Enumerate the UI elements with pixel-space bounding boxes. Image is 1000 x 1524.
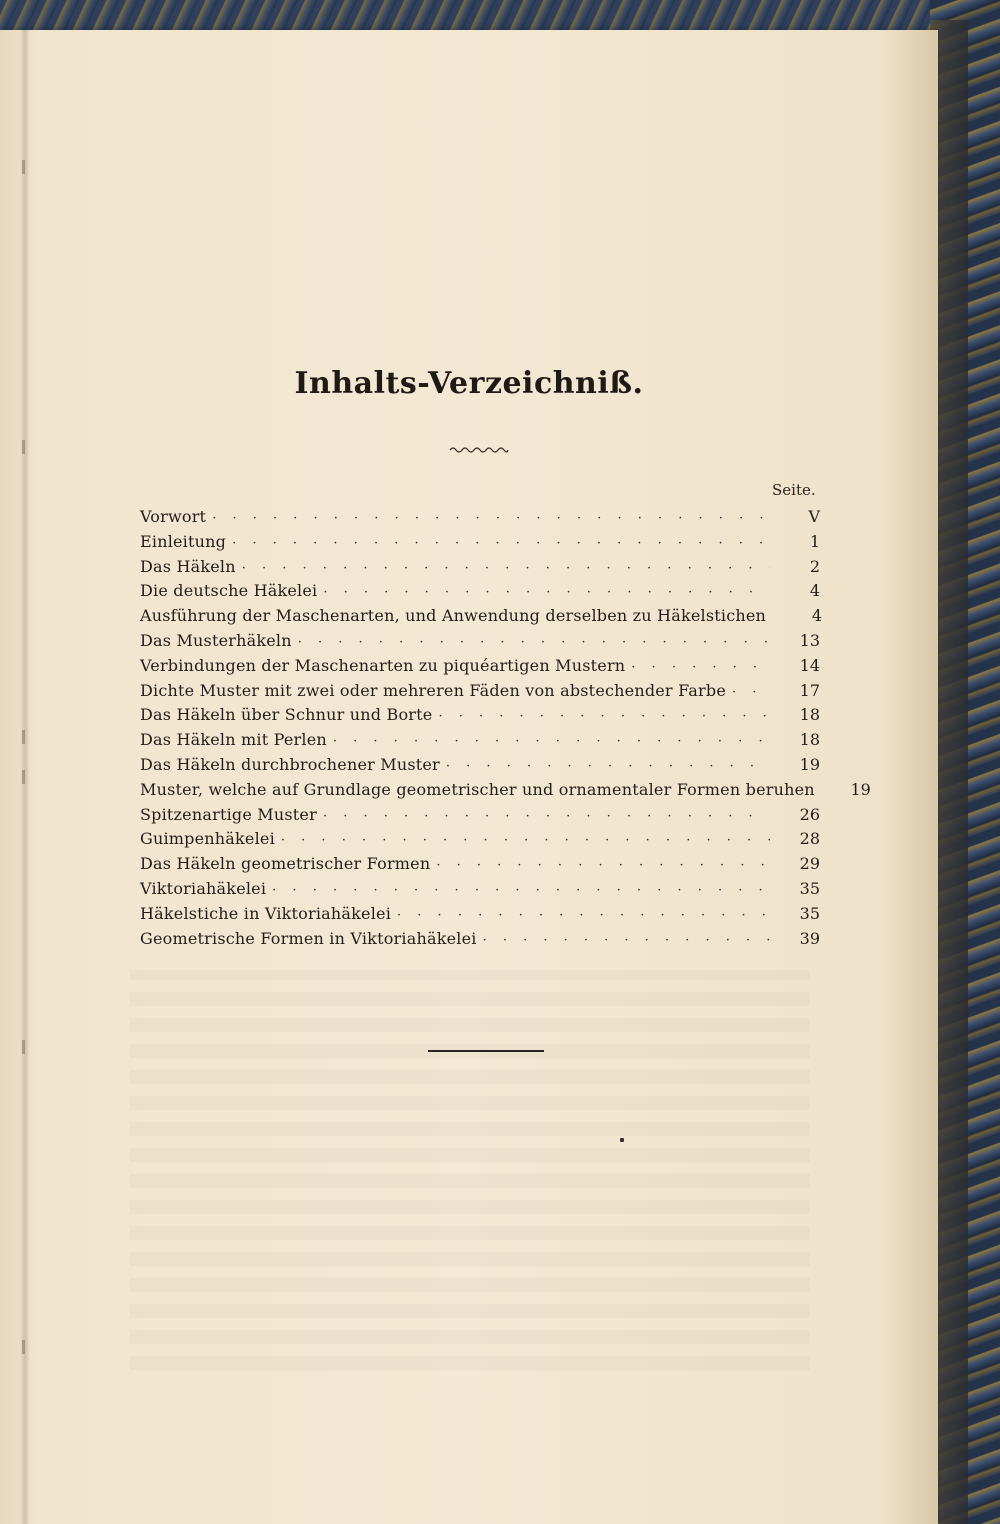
toc-entry-title: Häkelstiche in Viktoriahäkelei xyxy=(140,903,392,923)
toc-entry-title: Muster, welche auf Grundlage geometrischer und ornamentaler Formen beruhen xyxy=(140,779,815,799)
toc-leader-dots xyxy=(631,660,770,675)
toc-leader-dots xyxy=(281,833,770,848)
toc-entry xyxy=(140,507,830,532)
toc-entry-page: 19 xyxy=(850,779,871,799)
toc-entry-page: 1 xyxy=(809,531,820,551)
toc-entry-page: 4 xyxy=(811,606,823,626)
toc-entry-title: Guimpenhäkelei xyxy=(140,829,275,849)
toc-entry-title: Dichte Muster mit zwei oder mehreren Fäden von abstechender Farbe xyxy=(140,680,726,700)
toc-entry-page: 26 xyxy=(799,804,820,824)
table-of-contents xyxy=(140,507,871,953)
toc-leader-dots xyxy=(436,858,770,873)
toc-entry-title: Das Musterhäkeln xyxy=(140,630,292,650)
toc-entry xyxy=(140,557,830,582)
toc-entry-title: Das Häkeln mit Perlen xyxy=(140,730,327,750)
page-column-label: Seite. xyxy=(772,481,816,499)
toc-entry xyxy=(140,606,830,631)
toc-entry-page: 17 xyxy=(799,680,820,700)
toc-entry-title: Verbindungen der Maschenarten zu piquéartigen Mustern xyxy=(140,655,626,675)
paper-speck xyxy=(620,1138,624,1142)
toc-entry-title: Das Häkeln xyxy=(140,556,236,576)
toc-entry-title: Das Häkeln durchbrochener Muster xyxy=(140,754,440,774)
toc-leader-dots xyxy=(438,709,770,724)
show-through-text xyxy=(130,970,810,1370)
wave-ornament-icon xyxy=(449,444,509,456)
toc-entry-title: Ausführung der Maschenarten, und Anwendung derselben zu Häkelstichen xyxy=(140,606,767,626)
toc-entry xyxy=(140,631,830,656)
toc-entry xyxy=(140,755,830,780)
toc-entry xyxy=(140,532,830,557)
toc-leader-dots xyxy=(232,536,770,551)
toc-entry xyxy=(140,904,830,929)
toc-entry-title: Geometrische Formen in Viktoriahäkelei xyxy=(140,928,477,948)
toc-entry-page: 4 xyxy=(809,581,820,601)
toc-leader-dots xyxy=(333,734,770,749)
toc-entry-page: 19 xyxy=(799,754,820,774)
toc-entry-page: 29 xyxy=(799,854,820,874)
toc-entry-title: Vorwort xyxy=(140,507,207,526)
closing-rule xyxy=(428,1050,544,1052)
toc-entry xyxy=(140,730,830,755)
toc-entry-title: Die deutsche Häkelei xyxy=(140,581,318,601)
toc-entry-page: 39 xyxy=(799,928,820,948)
toc-entry-title: Viktoriahäkelei xyxy=(140,878,267,898)
toc-entry xyxy=(140,929,830,954)
toc-leader-dots xyxy=(323,809,770,824)
toc-entry xyxy=(140,879,830,904)
toc-leader-dots xyxy=(732,685,770,700)
toc-entry-page: 35 xyxy=(799,878,820,898)
toc-leader-dots xyxy=(397,908,770,923)
toc-entry-page: 18 xyxy=(799,730,820,750)
toc-leader-dots xyxy=(446,759,770,774)
toc-leader-dots xyxy=(483,933,770,948)
binding-marks xyxy=(16,110,40,1410)
toc-entry-page: V xyxy=(808,507,820,526)
toc-entry-page: 13 xyxy=(799,630,820,650)
toc-entry-page: 35 xyxy=(799,903,820,923)
toc-entry-title: Spitzenartige Muster xyxy=(140,804,317,824)
toc-leader-dots xyxy=(242,561,770,576)
toc-entry xyxy=(140,854,830,879)
toc-entry-page: 18 xyxy=(799,705,820,725)
toc-entry xyxy=(140,705,830,730)
toc-entry xyxy=(140,656,830,681)
toc-entry xyxy=(140,779,871,805)
toc-entry xyxy=(140,681,830,706)
toc-entry-title: Das Häkeln geometrischer Formen xyxy=(140,854,431,874)
toc-entry-page: 14 xyxy=(799,655,820,675)
toc-entry xyxy=(140,581,830,606)
toc-leader-dots xyxy=(323,585,770,600)
toc-entry-title: Einleitung xyxy=(140,531,227,551)
toc-leader-dots xyxy=(272,883,770,898)
toc-entry-page: 28 xyxy=(799,829,820,849)
toc-leader-dots xyxy=(212,511,770,526)
toc-entry xyxy=(140,805,830,830)
toc-entry-page: 2 xyxy=(809,556,820,576)
toc-entry xyxy=(140,829,830,854)
page-title: Inhalts-Verzeichniß. xyxy=(294,366,644,401)
toc-leader-dots xyxy=(298,635,770,650)
toc-entry-title: Das Häkeln über Schnur und Borte xyxy=(140,705,433,725)
